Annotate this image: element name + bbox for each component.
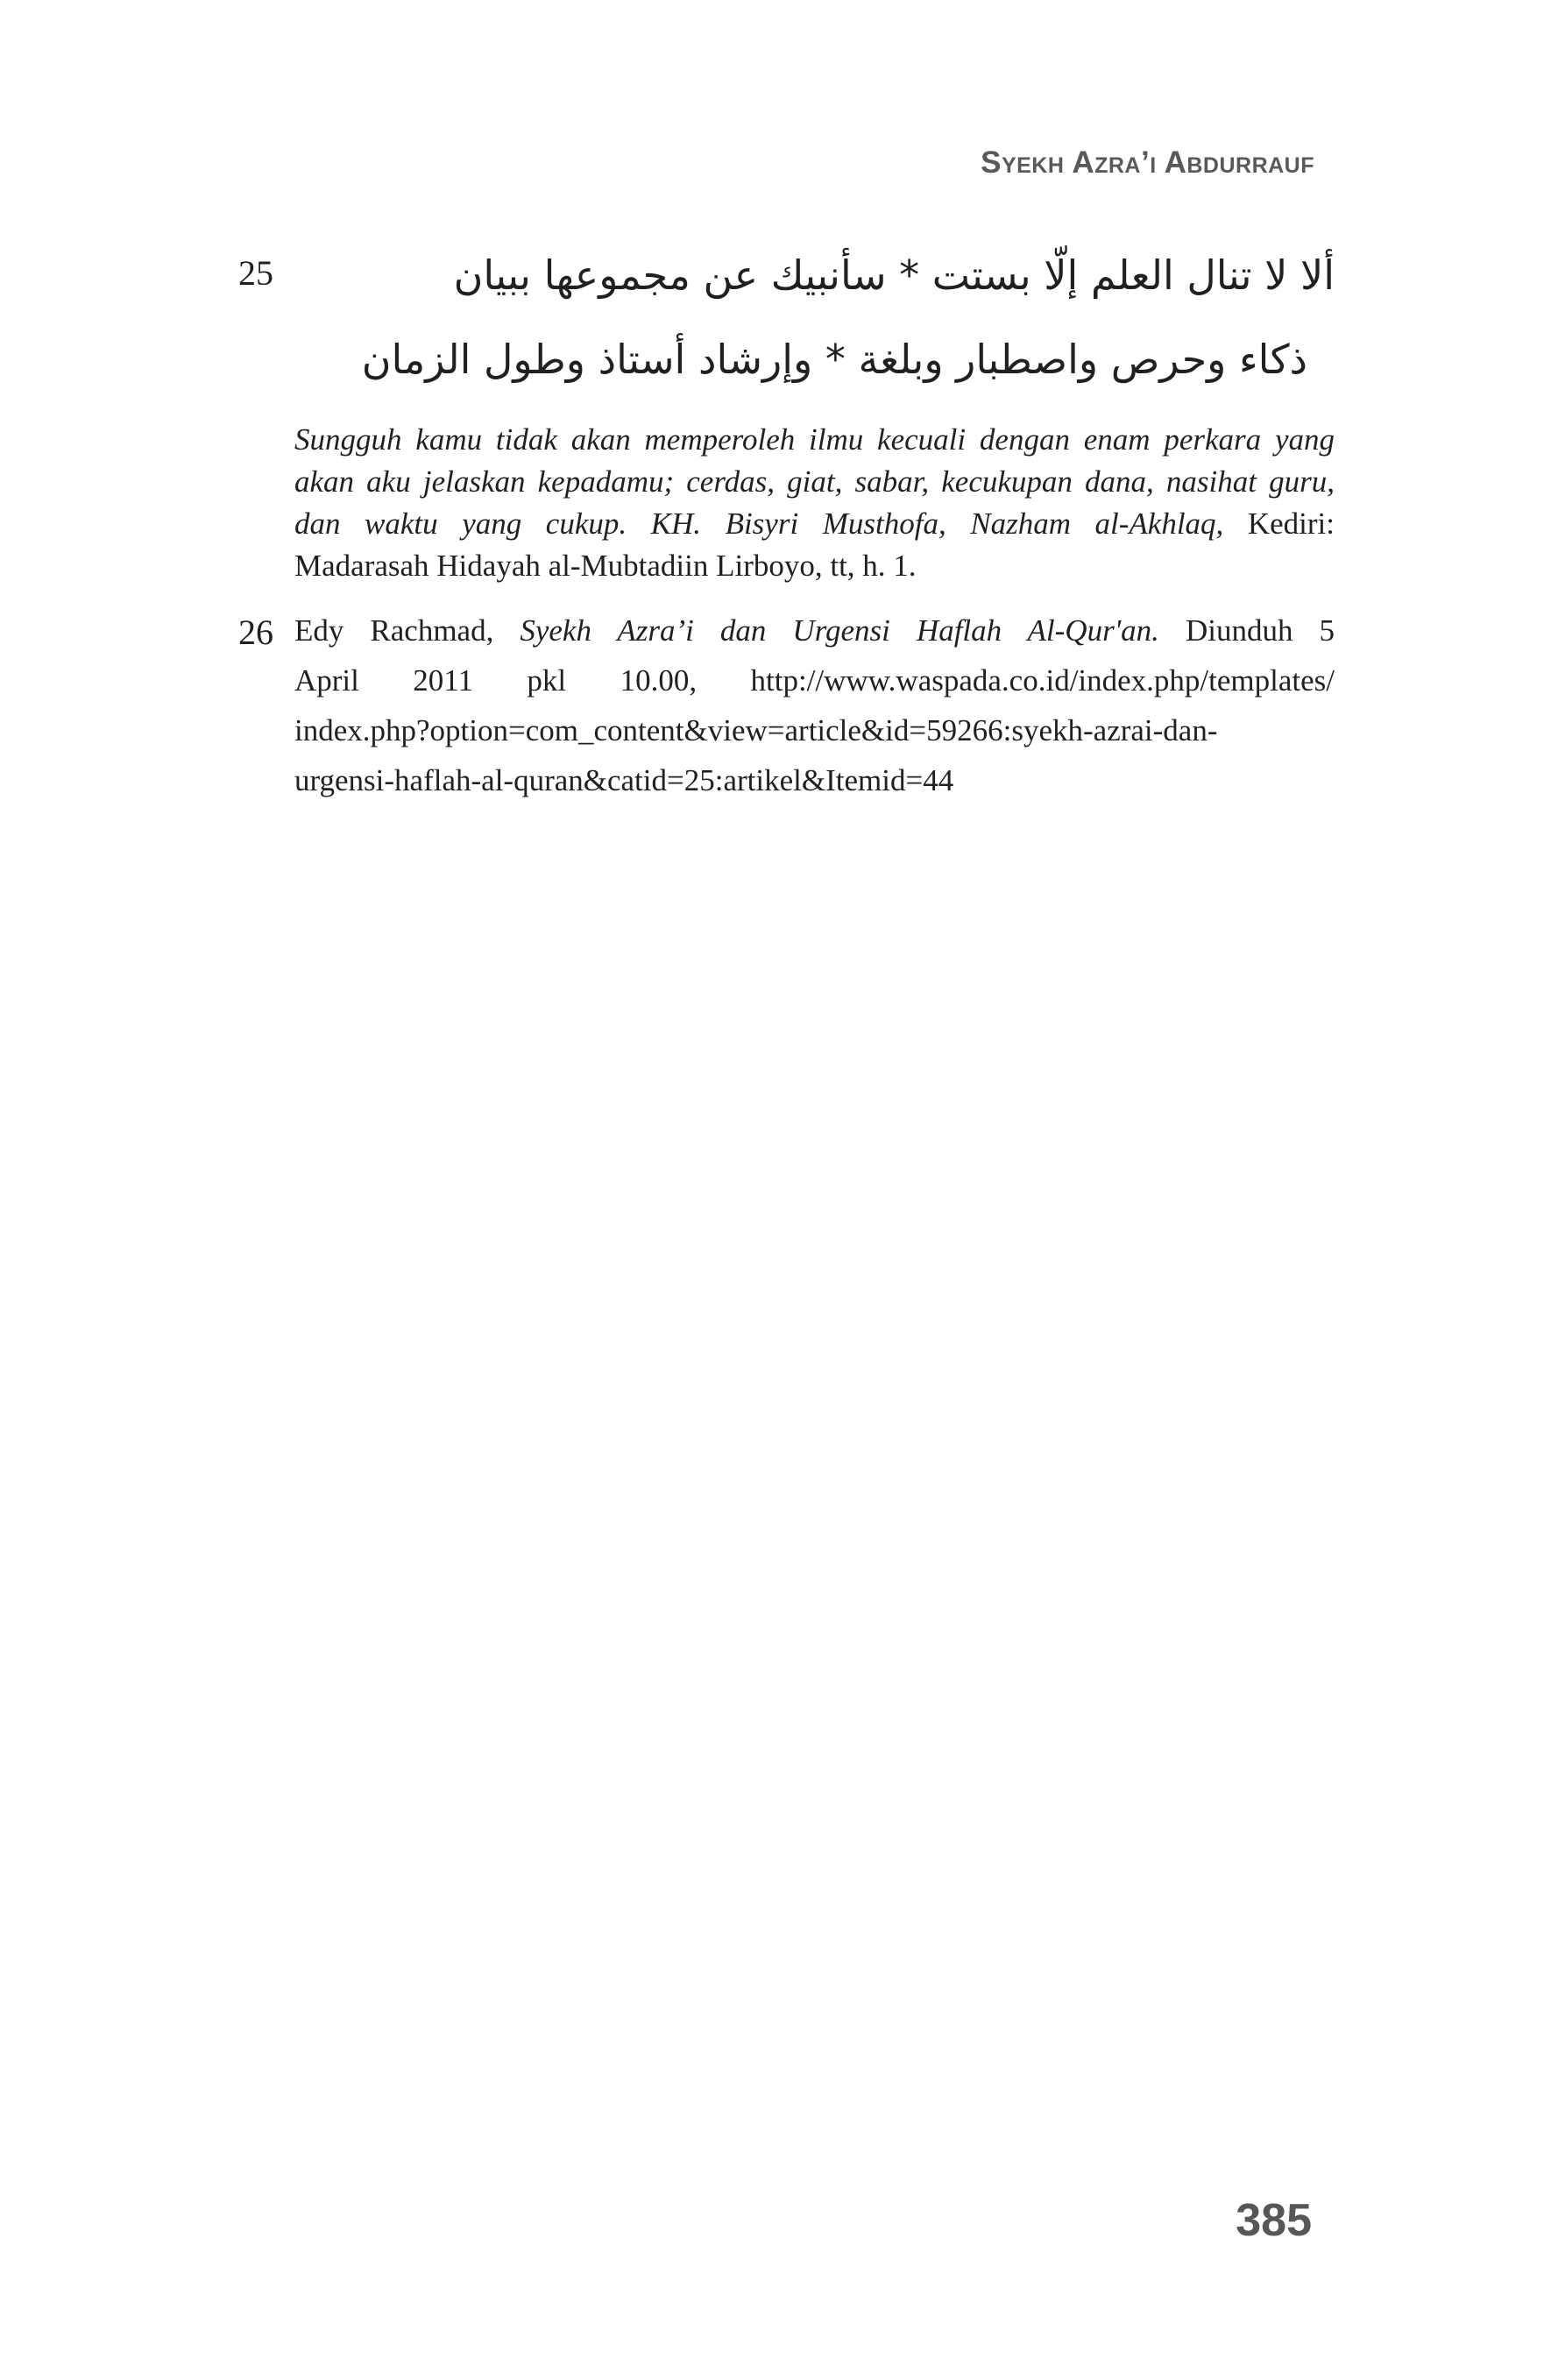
arabic-verse-line-2: ذكاء وحرص واصطبار وبلغة * وإرشاد أستاذ وطول الزمان: [361, 336, 1307, 383]
citation-author: Edy Rachmad,: [294, 613, 521, 648]
arabic-verse-line-1: ألا لا تنال العلم إلّا بستت * سأنبيك عن مجموعها ببيان: [453, 251, 1335, 299]
translation-line-3: [294, 503, 1335, 545]
citation-line-2: April 2011 pkl 10.00, http://www.waspada.co.id/index.php/templates/: [294, 663, 1335, 698]
citation-line-4-url: urgensi-haflah-al-quran&catid=25:artikel&Itemid=44: [294, 763, 954, 797]
translation-line-3-italic-segment: dan waktu yang cukup. KH. Bisyri Musthofa, Nazham al-Akhlaq,: [294, 506, 1224, 541]
running-header: Syekh Azra’i Abdurrauf: [981, 145, 1314, 180]
footnote-25-number: 25: [238, 253, 273, 293]
translation-line-4: Madarasah Hidayah al-Mubtadiin Lirboyo, tt, h. 1.: [294, 549, 917, 583]
citation-line-1: [294, 606, 1335, 655]
footnote-26-citation: [294, 606, 1335, 805]
translation-line-3-regular-segment: Kediri:: [1223, 506, 1335, 541]
citation-line-3-url: index.php?option=com_content&view=article&id=59266:syekh-azrai-dan-: [294, 713, 1218, 747]
citation-title-italic: Syekh Azra’i dan Urgensi Haflah Al-Qur'an.: [520, 613, 1159, 648]
footnote-25-translation: [294, 419, 1335, 587]
translation-line-2: akan aku jelaskan kepadamu; cerdas, giat, sabar, kecukupan dana, nasihat guru,: [294, 464, 1335, 499]
translation-line-1: Sungguh kamu tidak akan memperoleh ilmu kecuali dengan enam perkara yang: [294, 422, 1335, 457]
footnote-26-number: 26: [238, 613, 273, 652]
page-number: 385: [1236, 2195, 1312, 2246]
citation-line-1-tail: Diunduh 5: [1158, 613, 1335, 648]
